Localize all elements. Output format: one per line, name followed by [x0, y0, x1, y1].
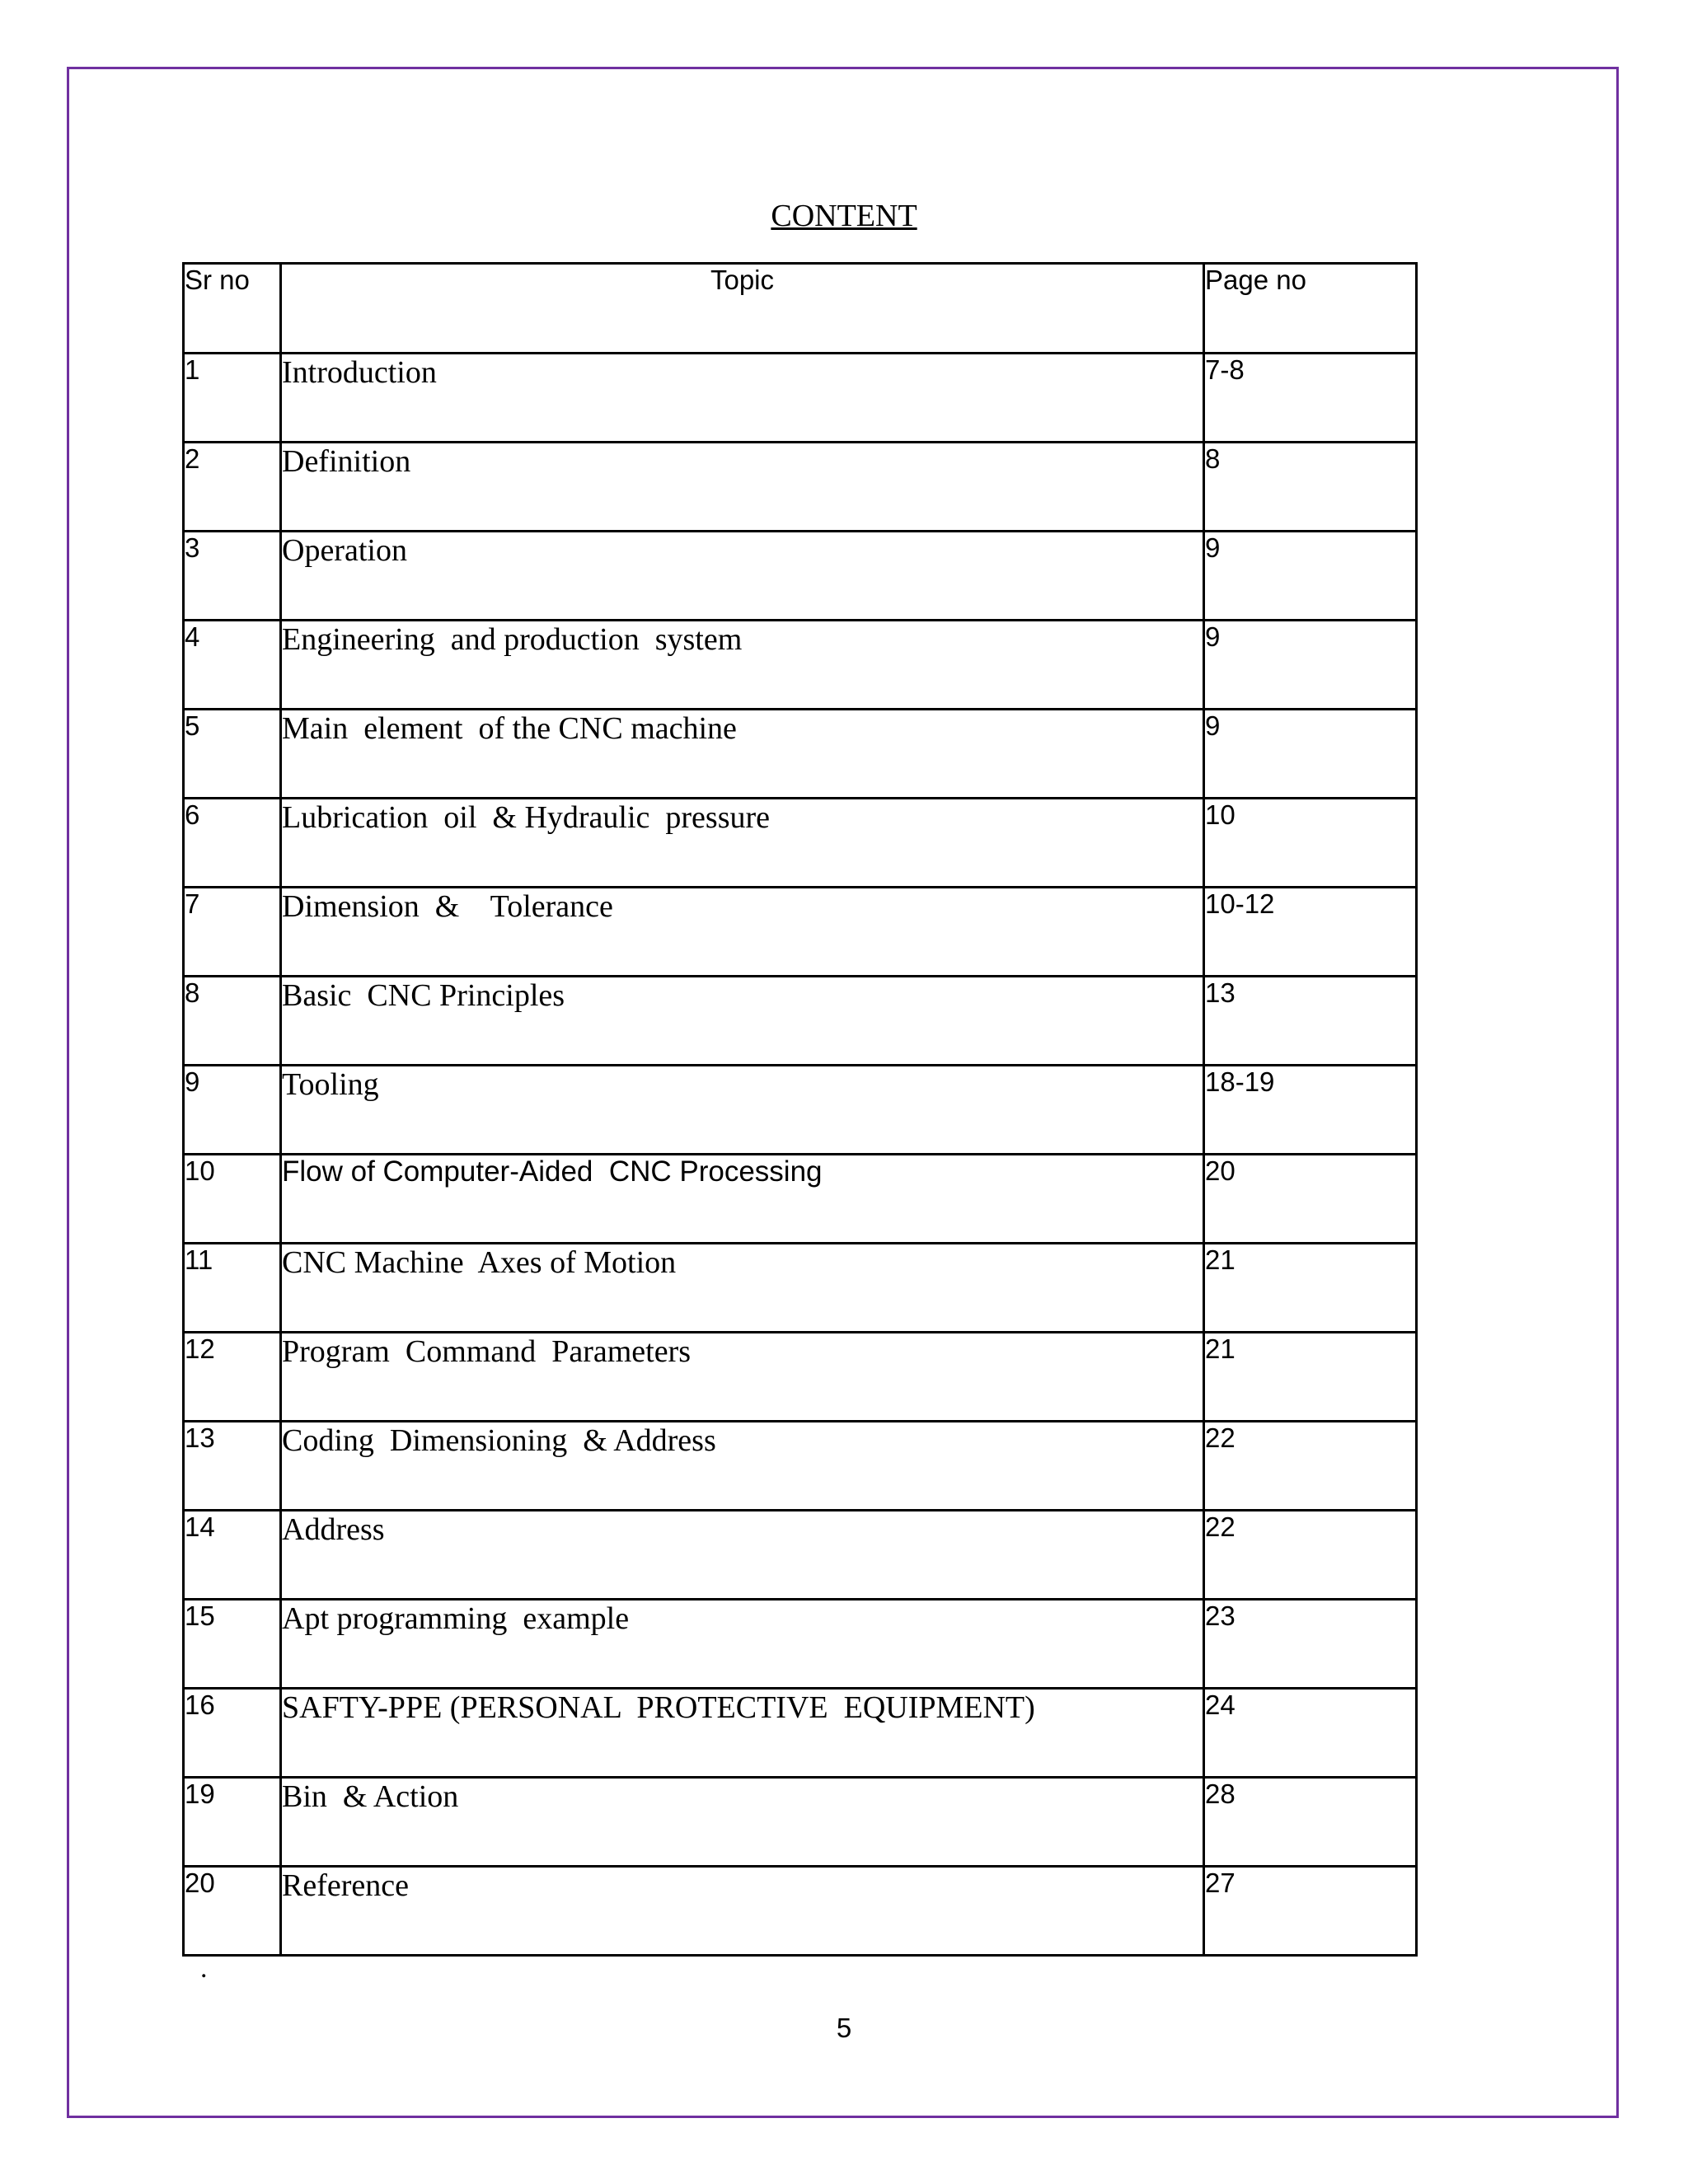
table-row	[184, 532, 1417, 621]
page-no-cell: 18-19	[1204, 1066, 1417, 1155]
sr-no-cell: 8	[184, 977, 281, 1066]
page-no-cell: 21	[1204, 1333, 1417, 1422]
topic-cell: Apt programming example	[281, 1600, 1204, 1689]
page-no-cell: 20	[1204, 1155, 1417, 1244]
table-row	[184, 799, 1417, 888]
sr-no-cell: 6	[184, 799, 281, 888]
table-row	[184, 888, 1417, 977]
page-no-cell: 9	[1204, 710, 1417, 799]
page-no-cell: 22	[1204, 1511, 1417, 1600]
page-no-cell: 24	[1204, 1689, 1417, 1778]
topic-cell: Program Command Parameters	[281, 1333, 1204, 1422]
sr-no-cell: 14	[184, 1511, 281, 1600]
table-row	[184, 354, 1417, 443]
page-no-cell: 9	[1204, 621, 1417, 710]
page-no-cell: 27	[1204, 1867, 1417, 1956]
sr-no-cell: 15	[184, 1600, 281, 1689]
page-no-cell: 9	[1204, 532, 1417, 621]
table-row	[184, 1333, 1417, 1422]
sr-no-cell: 4	[184, 621, 281, 710]
header-topic: Topic	[281, 264, 1204, 354]
topic-cell: Reference	[281, 1867, 1204, 1956]
sr-no-cell: 12	[184, 1333, 281, 1422]
topic-cell: Basic CNC Principles	[281, 977, 1204, 1066]
table-row	[184, 1422, 1417, 1511]
topic-cell: Bin & Action	[281, 1778, 1204, 1867]
table-row	[184, 1867, 1417, 1956]
topic-cell: Operation	[281, 532, 1204, 621]
table-row	[184, 621, 1417, 710]
page-no-cell: 10-12	[1204, 888, 1417, 977]
table-row	[184, 1689, 1417, 1778]
sr-no-cell: 20	[184, 1867, 281, 1956]
table-row	[184, 1600, 1417, 1689]
topic-cell: CNC Machine Axes of Motion	[281, 1244, 1204, 1333]
table-row	[184, 1511, 1417, 1600]
table-row	[184, 1066, 1417, 1155]
page-title: CONTENT	[771, 199, 917, 233]
topic-cell: Engineering and production system	[281, 621, 1204, 710]
sr-no-cell: 7	[184, 888, 281, 977]
sr-no-cell: 5	[184, 710, 281, 799]
contents-table	[182, 262, 1418, 1957]
topic-cell: Tooling	[281, 1066, 1204, 1155]
page-no-cell: 10	[1204, 799, 1417, 888]
table-row	[184, 1244, 1417, 1333]
topic-cell: Flow of Computer-Aided CNC Processing	[281, 1155, 1204, 1244]
topic-cell: Lubrication oil & Hydraulic pressure	[281, 799, 1204, 888]
topic-cell: Address	[281, 1511, 1204, 1600]
stray-mark: .	[200, 1953, 208, 1984]
page-no-cell: 13	[1204, 977, 1417, 1066]
table-row	[184, 1778, 1417, 1867]
sr-no-cell: 10	[184, 1155, 281, 1244]
sr-no-cell: 13	[184, 1422, 281, 1511]
page-no-cell: 22	[1204, 1422, 1417, 1511]
sr-no-cell: 11	[184, 1244, 281, 1333]
table-header-row	[184, 264, 1417, 354]
table-row	[184, 710, 1417, 799]
topic-cell: Introduction	[281, 354, 1204, 443]
sr-no-cell: 16	[184, 1689, 281, 1778]
page-no-cell: 7-8	[1204, 354, 1417, 443]
topic-cell: Dimension & Tolerance	[281, 888, 1204, 977]
header-sr-no: Sr no	[184, 264, 281, 354]
table-body	[184, 354, 1417, 1956]
topic-cell: SAFTY-PPE (PERSONAL PROTECTIVE EQUIPMENT)	[281, 1689, 1204, 1778]
topic-cell: Coding Dimensioning & Address	[281, 1422, 1204, 1511]
page-no-cell: 8	[1204, 443, 1417, 532]
page-number: 5	[836, 2013, 852, 2043]
topic-cell: Definition	[281, 443, 1204, 532]
sr-no-cell: 19	[184, 1778, 281, 1867]
page-no-cell: 28	[1204, 1778, 1417, 1867]
table-row	[184, 443, 1417, 532]
page-no-cell: 23	[1204, 1600, 1417, 1689]
sr-no-cell: 1	[184, 354, 281, 443]
sr-no-cell: 9	[184, 1066, 281, 1155]
topic-cell: Main element of the CNC machine	[281, 710, 1204, 799]
header-page-no: Page no	[1204, 264, 1417, 354]
sr-no-cell: 2	[184, 443, 281, 532]
table-row	[184, 1155, 1417, 1244]
sr-no-cell: 3	[184, 532, 281, 621]
page-no-cell: 21	[1204, 1244, 1417, 1333]
table-row	[184, 977, 1417, 1066]
